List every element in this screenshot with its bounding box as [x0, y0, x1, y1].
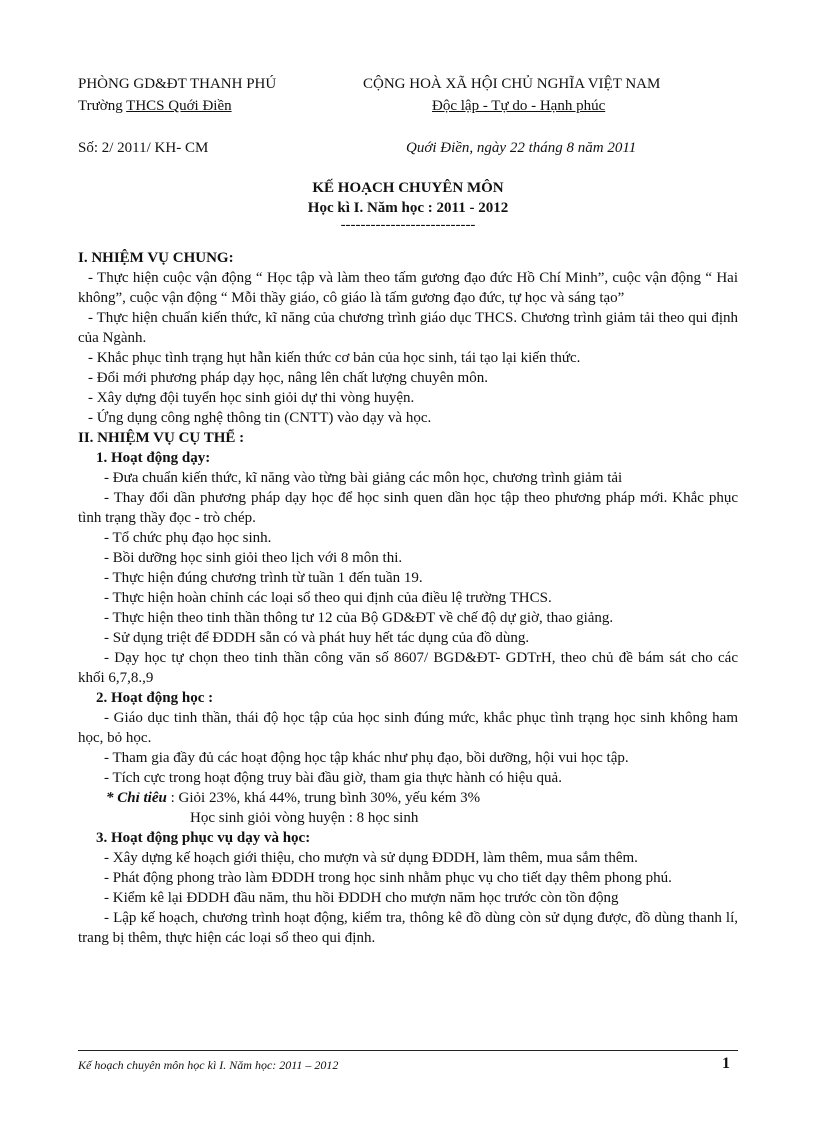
s1-item: - Ứng dụng công nghệ thông tin (CNTT) vào dạy và học.	[88, 410, 432, 426]
sub1-item: - Tổ chức phụ đạo học sinh.	[104, 530, 272, 546]
page-number: 1	[722, 1055, 730, 1072]
sub2-item: - Tích cực trong hoạt động truy bài đầu giờ, tham gia thực hành có hiệu quả.	[104, 770, 562, 786]
school-prefix: Trường	[78, 98, 127, 114]
sub1-item: - Sử dụng triệt để ĐDDH sẵn có và phát huy hết tác dụng của đồ dùng.	[104, 630, 530, 646]
school-line	[78, 96, 232, 116]
footer-text: Kế hoạch chuyên môn học kì I. Năm học: 2011 – 2012	[78, 1058, 339, 1072]
sub1-item: - Thay đổi dần phương pháp dạy học để học sinh quen dần học tập theo phương pháp mới. Khắc phục tình trạng thầy đọc - trò chép.	[78, 490, 738, 526]
target-text: : Giỏi 23%, khá 44%, trung bình 30%, yếu kém 3%	[166, 790, 481, 806]
sub1-heading: 1. Hoạt động dạy:	[96, 450, 211, 466]
sub2-heading: 2. Hoạt động học :	[96, 690, 214, 706]
section2-heading: II. NHIỆM VỤ CỤ THỂ :	[78, 430, 245, 446]
sub1-item: - Thực hiện theo tinh thần thông tư 12 của Bộ GD&ĐT về chế độ dự giờ, thao giảng.	[104, 610, 614, 626]
doc-title: KẾ HOẠCH CHUYÊN MÔN	[312, 180, 504, 196]
sub1-item: - Đưa chuẩn kiến thức, kĩ năng vào từng bài giảng các môn học, chương trình giảm tải	[104, 470, 623, 486]
target-label: * Chỉ tiêu	[106, 790, 167, 806]
place-date: Quới Điền, ngày 22 tháng 8 năm 2011	[406, 140, 637, 156]
org-name: PHÒNG GD&ĐT THANH PHÚ	[78, 76, 277, 92]
motto: Độc lập - Tự do - Hạnh phúc	[432, 98, 606, 114]
sub2-item: - Tham gia đầy đủ các hoạt động học tập khác như phụ đạo, bồi dưỡng, hội vui học tập.	[104, 750, 629, 766]
target-line-2: Học sinh giỏi vòng huyện : 8 học sinh	[190, 810, 419, 826]
target-line	[78, 788, 738, 808]
sub2-item: - Giáo dục tinh thần, thái độ học tập của học sinh đúng mức, khắc phục tình trạng học sinh không ham học, bỏ học.	[78, 710, 738, 746]
sub3-item: - Kiểm kê lại ĐDDH đầu năm, thu hồi ĐDDH cho mượn năm học trước còn tồn động	[104, 890, 619, 906]
document-page	[78, 74, 738, 948]
doc-subtitle: Học kì I. Năm học : 2011 - 2012	[307, 200, 509, 216]
school-name: THCS Quới Điền	[126, 98, 232, 114]
s1-item: - Thực hiện chuẩn kiến thức, kĩ năng của chương trình giáo dục THCS. Chương trình giảm tải theo qui định của Ngành.	[78, 310, 738, 346]
sub1-item: - Thực hiện đúng chương trình từ tuần 1 đến tuần 19.	[104, 570, 423, 586]
s1-item: - Khắc phục tình trạng hụt hẫn kiến thức cơ bản của học sinh, tái tạo lại kiến thức.	[88, 350, 581, 366]
s1-item: - Thực hiện cuộc vận động “ Học tập và làm theo tấm gương đạo đức Hồ Chí Minh”, cuộc vận động “ Hai không”, cuộc vận động “ Mỗi thầy giáo, cô giáo là tấm gương đạo đức, tự học và sáng tạo”	[78, 270, 738, 306]
sub1-item: - Bồi dưỡng học sinh giỏi theo lịch với 8 môn thi.	[104, 550, 403, 566]
sub3-item: - Lập kế hoạch, chương trình hoạt động, kiểm tra, thông kê đồ dùng còn sử dụng được, đồ dùng thanh lí, trang bị thêm, thực hiện các loại sổ theo qui định.	[78, 910, 738, 946]
nation-name: CỘNG HOÀ XÃ HỘI CHỦ NGHĨA VIỆT NAM	[363, 76, 661, 92]
footer-divider	[78, 1050, 738, 1051]
sub1-item: - Thực hiện hoàn chỉnh các loại sổ theo qui định của điều lệ trường THCS.	[104, 590, 552, 606]
page-footer	[78, 1055, 738, 1073]
sub3-item: - Xây dựng kế hoạch giới thiệu, cho mượn và sử dụng ĐDDH, làm thêm, mua sắm thêm.	[104, 850, 638, 866]
header-row-3	[78, 138, 738, 160]
doc-number: Số: 2/ 2011/ KH- CM	[78, 140, 209, 156]
header-row-2	[78, 96, 738, 118]
sub3-heading: 3. Hoạt động phục vụ dạy và học:	[96, 830, 311, 846]
sub1-item: - Dạy học tự chọn theo tinh thần công văn số 8607/ BGD&ĐT- GDTrH, theo chủ đề bám sát cho các khối 6,7,8.,9	[78, 650, 738, 686]
title-separator: ---------------------------	[340, 217, 476, 233]
section1-heading: I. NHIỆM VỤ CHUNG:	[78, 250, 234, 266]
s1-item: - Đổi mới phương pháp dạy học, nâng lên chất lượng chuyên môn.	[88, 370, 488, 386]
s1-item: - Xây dựng đội tuyển học sinh giỏi dự thi vòng huyện.	[88, 390, 415, 406]
sub3-item: - Phát động phong trào làm ĐDDH trong học sinh nhằm phục vụ cho tiết dạy thêm phong phú.	[104, 870, 672, 886]
header-row-1	[78, 74, 738, 96]
